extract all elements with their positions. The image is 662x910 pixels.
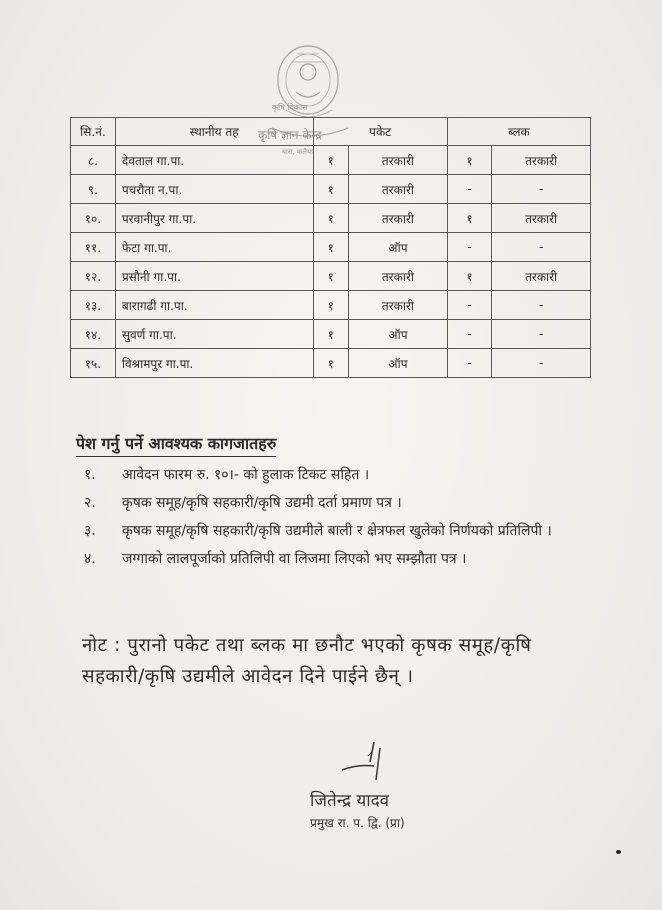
row-pocket-count: १ [313, 291, 349, 320]
row-block-count: - [447, 175, 491, 204]
list-item [84, 464, 604, 486]
table-row [71, 262, 591, 291]
row-pocket-count: १ [313, 262, 349, 291]
list-item-number: २. [84, 495, 96, 511]
row-serial: १५. [71, 349, 116, 378]
header-local-level: स्थानीय तह [115, 118, 313, 146]
table-row [71, 291, 591, 320]
list-item-text: कृषक समूह/कृषि सहकारी/कृषि उद्यमी दर्ता प्रमाण पत्र । [122, 495, 402, 511]
required-documents-heading: पेश गर्नु पर्ने आवश्यक कागजातहरु [76, 432, 276, 457]
ink-dot [616, 850, 621, 854]
list-item-text: जग्गाको लालपूर्जाको प्रतिलिपी वा लिजमा लिएको भए सम्झौता पत्र । [122, 551, 467, 567]
row-block-count: - [447, 349, 491, 378]
row-serial: ११. [71, 233, 116, 262]
row-block-type: तरकारी [492, 146, 591, 175]
row-pocket-count: १ [313, 320, 349, 349]
row-local-level: विश्रामपुर गा.पा. [115, 349, 313, 378]
table-row [71, 233, 591, 262]
row-serial: ८. [71, 146, 116, 175]
row-pocket-type: ऑप [349, 233, 448, 262]
row-block-type: - [492, 233, 591, 262]
row-pocket-count: १ [313, 175, 349, 204]
table-row [71, 320, 591, 349]
table-row [71, 175, 591, 204]
signatory-title: प्रमुख रा. प. द्वि. (प्रा) [310, 816, 405, 830]
table-row [71, 146, 591, 175]
row-local-level: देवताल गा.पा. [115, 146, 313, 175]
list-item [84, 548, 604, 570]
row-local-level: बारागढी गा.पा. [115, 291, 313, 320]
row-block-count: १ [447, 262, 491, 291]
row-block-count: १ [447, 204, 491, 233]
seal-text-middle: कृषि ज्ञान केन्द्र [258, 128, 322, 142]
list-item-text: आवेदन फारम रु. १०।- को हुलाक टिकट सहित । [122, 467, 370, 483]
row-pocket-type: तरकारी [349, 146, 448, 175]
row-pocket-type: तरकारी [349, 291, 448, 320]
row-pocket-type: ऑप [349, 349, 448, 378]
list-item [84, 492, 604, 514]
row-block-type: - [492, 175, 591, 204]
list-item [84, 520, 604, 542]
row-local-level: फेटा गा.पा. [115, 233, 313, 262]
table-row [71, 349, 591, 378]
seal-text-bottom: बारा, कलैया [282, 148, 313, 156]
row-block-type: - [492, 349, 591, 378]
row-serial: १४. [71, 320, 116, 349]
row-block-count: - [447, 320, 491, 349]
header-block: ब्लक [447, 118, 590, 146]
row-block-type: - [492, 320, 591, 349]
row-block-type: तरकारी [492, 204, 591, 233]
signature-scribble-icon [340, 740, 392, 784]
row-pocket-type: तरकारी [349, 262, 448, 291]
row-block-count: - [447, 291, 491, 320]
row-local-level: परवानीपुर गा.पा. [115, 204, 313, 233]
row-pocket-type: तरकारी [349, 204, 448, 233]
row-block-count: - [447, 233, 491, 262]
list-item-number: ३. [84, 523, 96, 539]
table-header-row [71, 118, 591, 146]
list-item-text: कृषक समूह/कृषि सहकारी/कृषि उद्यमीले बाली र क्षेत्रफल खुलेको निर्णयको प्रतिलिपी । [122, 523, 552, 539]
row-pocket-count: १ [313, 349, 349, 378]
seal-text-top: कृषि विकास [272, 103, 308, 112]
row-serial: १३. [71, 291, 116, 320]
list-item-number: ४. [84, 551, 96, 567]
pocket-block-table [70, 117, 591, 378]
row-pocket-count: १ [313, 204, 349, 233]
row-local-level: सुवर्ण गा.पा. [115, 320, 313, 349]
note-paragraph: नोट : पुरानो पकेट तथा ब्लक मा छनौट भएको कृषक समूह/कृषि सहकारी/कृषि उद्यमीले आवेदन दिने पाईने छैन् । [82, 635, 532, 687]
row-pocket-type: तरकारी [349, 175, 448, 204]
row-block-count: १ [447, 146, 491, 175]
row-serial: १२. [71, 262, 116, 291]
header-serial: सि.नं. [71, 118, 116, 146]
row-local-level: प्रसौनी गा.पा. [115, 262, 313, 291]
required-documents-list [84, 464, 604, 576]
table-row [71, 204, 591, 233]
row-local-level: पचरौता न.पा. [115, 175, 313, 204]
row-block-type: तरकारी [492, 262, 591, 291]
signatory-name: जितेन्द्र यादव [310, 791, 390, 811]
row-serial: ९. [71, 175, 116, 204]
list-item-number: १. [84, 467, 96, 483]
row-pocket-count: १ [313, 233, 349, 262]
row-pocket-type: ऑप [349, 320, 448, 349]
header-pocket: पकेट [313, 118, 447, 146]
row-block-type: - [492, 291, 591, 320]
row-serial: १०. [71, 204, 116, 233]
row-pocket-count: १ [313, 146, 349, 175]
